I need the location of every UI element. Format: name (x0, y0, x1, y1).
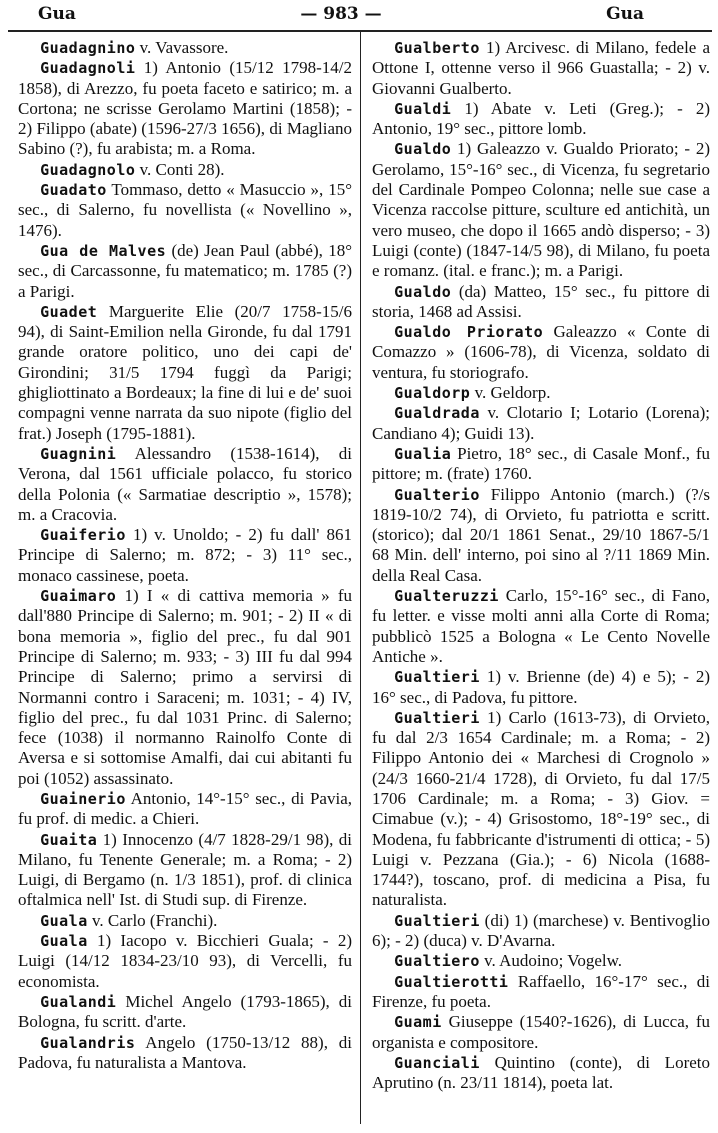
column-divider (360, 32, 361, 1124)
dictionary-entry (372, 485, 710, 586)
entry-headword: Gualtierotti (394, 972, 509, 991)
entry-headword: Gualdorp (394, 384, 471, 403)
entry-headword: Gualandris (40, 1033, 136, 1052)
entry-headword: Gualia (394, 444, 452, 463)
page-header (8, 4, 712, 28)
entry-headword: Guainerio (40, 789, 126, 808)
page-number: — 983 — (300, 4, 382, 24)
dictionary-entry (18, 931, 352, 992)
entry-headword: Gualdo (394, 282, 452, 301)
entry-text: v. Clotario I; Lotario (Lorena); Candiano 4); Guidi 13). (372, 403, 710, 443)
entry-headword: Gualberto (394, 39, 480, 57)
dictionary-entry (18, 180, 352, 241)
entry-headword: Guala (40, 932, 88, 951)
entry-text: v. Audoino; Vogelw. (479, 951, 623, 971)
entry-text: Tommaso, detto « Masuccio », 15° sec., di Salerno, fu novellista (« Novellino », 1476). (18, 180, 352, 240)
entry-text: Marguerite Elie (20/7 1758-15/6 94), di Saint-Emilion nella Gironde, fu dal 1791 grande oratore politico, uno dei capi de' Girondini; 31/5 1794 fuggì da Parigi; ghigliottinato a Bordeaux; la fine di lui e de' suoi compagni venne narrata da suo nipote (figlio del frat.) Joseph (1795-1881). (18, 301, 352, 443)
entry-text: (de) Jean Paul (abbé), 18° sec., di Carcassonne, fu matematico; m. 1785 (?) a Parigi. (18, 240, 352, 301)
dictionary-entry (372, 38, 710, 99)
entry-headword: Gualandi (40, 992, 117, 1011)
entry-text: 1) v. Brienne (de) 4) e 5); - 2) 16° sec., di Padova, fu pittore. (372, 667, 710, 707)
dictionary-entry (372, 1012, 710, 1053)
dictionary-entry (18, 789, 352, 830)
dictionary-entry (18, 911, 352, 931)
entry-headword: Guala (40, 911, 88, 930)
entry-text: 1) Carlo (1613-73), di Orvieto, fu dal 2/3 1654 Cardinale; m. a Roma; - 2) Filippo Antonio dei « Marchesi di Crognolo » (24/3 1660-21/4 1728), di Orvieto, fu dal 17/5 1706 Cardinale; m. a Roma; - 3) Giov. = Cimabue (v.); - 4) Grisostomo, 18°-19° sec., di Modena, fu fabbricante d'istrumenti di ottica; - 5) Luigi v. Pezzana (Gia.); - 6) Nicola (1688-1744?), toscano, prof. di medicina a Pisa, fu naturalista. (372, 707, 710, 910)
entry-headword: Guadagnoli (40, 59, 136, 78)
dictionary-entry (18, 586, 352, 789)
dictionary-entry (18, 241, 352, 302)
entry-text: 1) Abate v. Leti (Greg.); - 2) Antonio, 19° sec., pittore lomb. (372, 98, 710, 139)
dictionary-entry (372, 139, 710, 281)
left-column (8, 32, 360, 1128)
entry-text: v. Conti 28). (135, 159, 225, 179)
dictionary-entry (372, 99, 710, 140)
header-right-guide-word: Gua (606, 4, 644, 24)
entry-text: 1) Antonio (15/12 1798-14/2 1858), di Arezzo, fu poeta faceto e satirico; m. a Cortona; ne scrisse Gerolamo Martini (1858); - 2) Filippo (abate) (1596-27/3 1656), di Magliano Sabino (?), fu arabista; m. a Roma. (18, 58, 352, 159)
entry-headword: Guaiferio (40, 526, 126, 545)
entry-headword: Gualdo (394, 140, 452, 159)
entry-text: Carlo, 15°-16° sec., di Fano, fu letter. e visse molti anni alla Corte di Roma; pubblicò 1525 a Bologna « Le Cento Novelle Antiche ». (372, 586, 710, 666)
entry-headword: Gualtieri (394, 708, 480, 727)
entry-text: Quintino (conte), di Loreto Aprutino (n. 23/11 1814), poeta lat. (372, 1052, 710, 1093)
entry-text: 1) Innocenzo (4/7 1828-29/1 98), di Milano, fu Tenente Generale; m. a Roma; - 2) Luigi, di Bergamo (n. 1/3 1851), prof. di clinica oftalmica nell' Ist. di Studi sup. di Firenze. (18, 829, 352, 910)
dictionary-entry (18, 38, 352, 58)
entry-headword: Guadet (40, 302, 98, 321)
entry-text: 1) v. Unoldo; - 2) fu dall' 861 Principe di Salerno; m. 872; - 3) 11° sec., monaco cassinese, poeta. (18, 525, 352, 585)
dictionary-entry (372, 911, 710, 952)
entry-headword: Guaita (40, 830, 98, 849)
entry-text: Filippo Antonio (march.) (?/s 1819-10/2 74), di Orvieto, fu patriotta e scritt. (storico); dal 20/1 1861 Senat., 29/10 1867-5/1 68 Min. dell' interno, poi sino al ?/11 1869 Min. della Real Casa. (372, 484, 710, 585)
entry-text: (di) 1) (marchese) v. Bentivoglio 6); - 2) (duca) v. D'Avarna. (372, 910, 710, 951)
entry-headword: Guami (394, 1013, 442, 1032)
entry-text: v. Carlo (Franchi). (87, 910, 218, 930)
entry-headword: Guagnini (40, 444, 117, 463)
dictionary-entry (18, 302, 352, 444)
entry-headword: Guadagnino (40, 39, 136, 57)
dictionary-entry (18, 525, 352, 586)
dictionary-entry (372, 403, 710, 444)
entry-text: 1) Iacopo v. Bicchieri Guala; - 2) Luigi (14/12 1834-23/10 93), di Vercelli, fu economista. (18, 931, 352, 991)
dictionary-entry (18, 1033, 352, 1074)
entry-text: 1) Galeazzo v. Gualdo Priorato; - 2) Gerolamo, 15°-16° sec., di Vicenza, fu segretario del Cardinale Pompeo Colonna; nelle sue case a Vicenza raccolse pitture, sculture ed antichità, un vero museo, che dopo il 1665 andò disperso; - 3) Luigi (conte) (1847-14/5 98), di Milano, fu poeta e romanz. (ital. e franc.); m. a Parigi. (372, 139, 710, 281)
entry-headword: Gualterio (394, 485, 480, 504)
dictionary-entry (372, 383, 710, 403)
entry-headword: Gua de Malves (40, 241, 167, 260)
entry-headword: Guadagnolo (40, 160, 136, 179)
entry-text: v. Geldorp. (470, 383, 551, 403)
dictionary-entry (372, 972, 710, 1013)
dictionary-entry (372, 444, 710, 485)
dictionary-entry (372, 667, 710, 708)
dictionary-entry (372, 322, 710, 383)
entry-text: Raffaello, 16°-17° sec., di Firenze, fu poeta. (372, 971, 710, 1011)
entry-headword: Gualdi (394, 99, 452, 118)
columns (8, 32, 712, 1128)
entry-headword: Guaimaro (40, 587, 117, 606)
entry-text: Angelo (1750-13/12 88), di Padova, fu naturalista a Mantova. (18, 1032, 352, 1072)
dictionary-entry (372, 951, 710, 971)
entry-text: Alessandro (1538-1614), di Verona, dal 1561 ufficiale polacco, fu storico della Polonia (« Sarmatiae descriptio », 1578); m. a Cracovia. (18, 443, 352, 524)
entry-headword: Guadato (40, 181, 107, 200)
dictionary-entry (372, 282, 710, 323)
dictionary-entry (18, 830, 352, 911)
entry-text: Giuseppe (1540?-1626), di Lucca, fu organista e compositore. (372, 1012, 710, 1052)
entry-text: (da) Matteo, 15° sec., fu pittore di storia, 1468 ad Assisi. (372, 281, 710, 321)
dictionary-entry (18, 444, 352, 525)
entry-headword: Gualteruzzi (394, 587, 499, 606)
entry-text: 1) I « di cattiva memoria » fu dall'880 Principe di Salerno; m. 901; - 2) II « di bona memoria », figlio del prec., fu dal 901 Principe di Salerno; m. 933; - 3) III fu dal 994 Principe di Salerno; primo a servirsi di Normanni contro i Saraceni; m. 1031; - 4) IV, figlio del prec., fu dal 1031 Princ. di Salerno; fece (1038) il normanno Rainolfo Conte di Aversa e si sottomise Amalfi, dai cui abitanti fu poi (1052) assassinato. (18, 586, 352, 788)
entry-headword: Gualtiero (394, 952, 480, 971)
dictionary-entry (18, 160, 352, 180)
entry-text: Galeazzo « Conte di Comazzo » (1606-78), di Vicenza, soldato di ventura, fu storiografo. (372, 322, 710, 382)
entry-text: Pietro, 18° sec., di Casale Monf., fu pittore; m. (frate) 1760. (372, 443, 710, 484)
entry-headword: Gualtieri (394, 668, 480, 687)
entry-headword: Gualdrada (394, 404, 480, 423)
entry-headword: Guanciali (394, 1053, 480, 1072)
right-column (360, 32, 712, 1128)
entry-text: v. Vavassore. (135, 38, 229, 57)
entry-headword: Gualdo Priorato (394, 323, 544, 342)
dictionary-entry (18, 992, 352, 1033)
dictionary-entry (372, 1053, 710, 1094)
dictionary-entry (372, 708, 710, 911)
header-left-guide-word: Gua (38, 4, 76, 24)
dictionary-entry (18, 58, 352, 159)
entry-text: 1) Arcivesc. di Milano, fedele a Ottone I, ottenne verso il 966 Guastalla; - 2) v. Giovanni Gualberto. (372, 38, 710, 98)
entry-headword: Gualtieri (394, 911, 480, 930)
dictionary-entry (372, 586, 710, 667)
entry-text: Michel Angelo (1793-1865), di Bologna, fu scritt. d'arte. (18, 991, 352, 1032)
entry-text: Antonio, 14°-15° sec., di Pavia, fu prof. di medic. a Chieri. (18, 788, 352, 829)
